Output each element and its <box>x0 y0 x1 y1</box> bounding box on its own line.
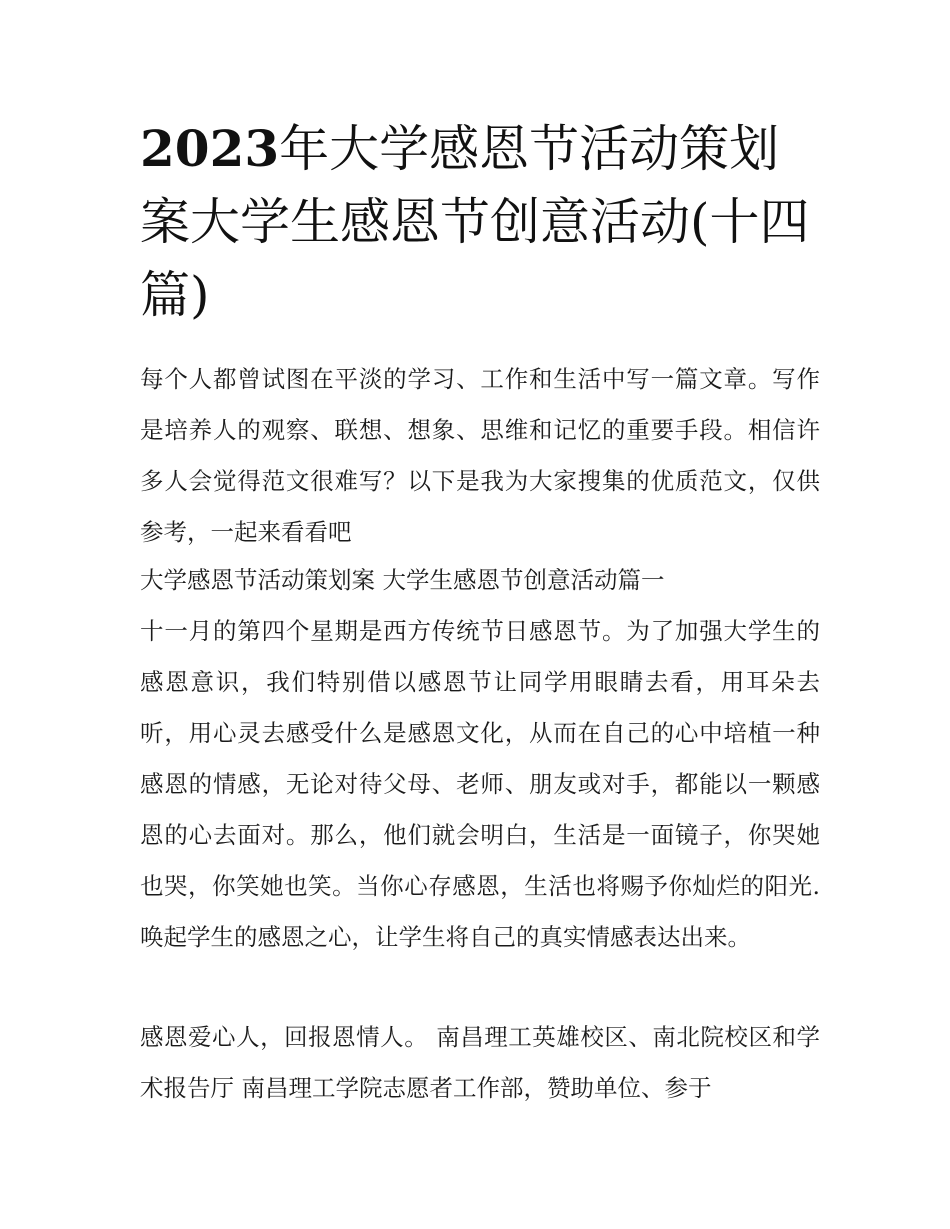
title-year: 2023 <box>140 119 280 178</box>
body-paragraph-2: 感恩爱心人，回报恩情人。 南昌理工英雄校区、南北院校区和学术报告厅 南昌理工学院志愿者工作部，赞助单位、参于 <box>140 1023 820 1102</box>
document-title <box>140 112 820 332</box>
title-text: 年大学感恩节活动策划案大学生感恩节创意活动(十四篇) <box>140 120 810 324</box>
body-paragraph-1: 十一月的第四个星期是西方传统节日感恩节。为了加强大学生的感恩意识，我们特别借以感恩节让同学用眼睛去看，用耳朵去听，用心灵去感受什么是感恩文化，从而在自己的心中培植一种感恩的情感，无论对待父母、老师、朋友或对手，都能以一颗感恩的心去面对。那么，他们就会明白，生活是一面镜子，你哭她也哭，你笑她也笑。当你心存感恩，生活也将赐予你灿烂的阳光.唤起学生的感恩之心，让学生将自己的真实情感表达出来。 <box>140 617 820 951</box>
section-heading: 大学感恩节活动策划案 大学生感恩节创意活动篇一 <box>140 566 665 594</box>
intro-paragraph: 每个人都曾试图在平淡的学习、工作和生活中写一篇文章。写作是培养人的观察、联想、想象、思维和记忆的重要手段。相信许多人会觉得范文很难写？以下是我为大家搜集的优质范文，仅供参考，一起来看看吧 <box>140 365 820 546</box>
